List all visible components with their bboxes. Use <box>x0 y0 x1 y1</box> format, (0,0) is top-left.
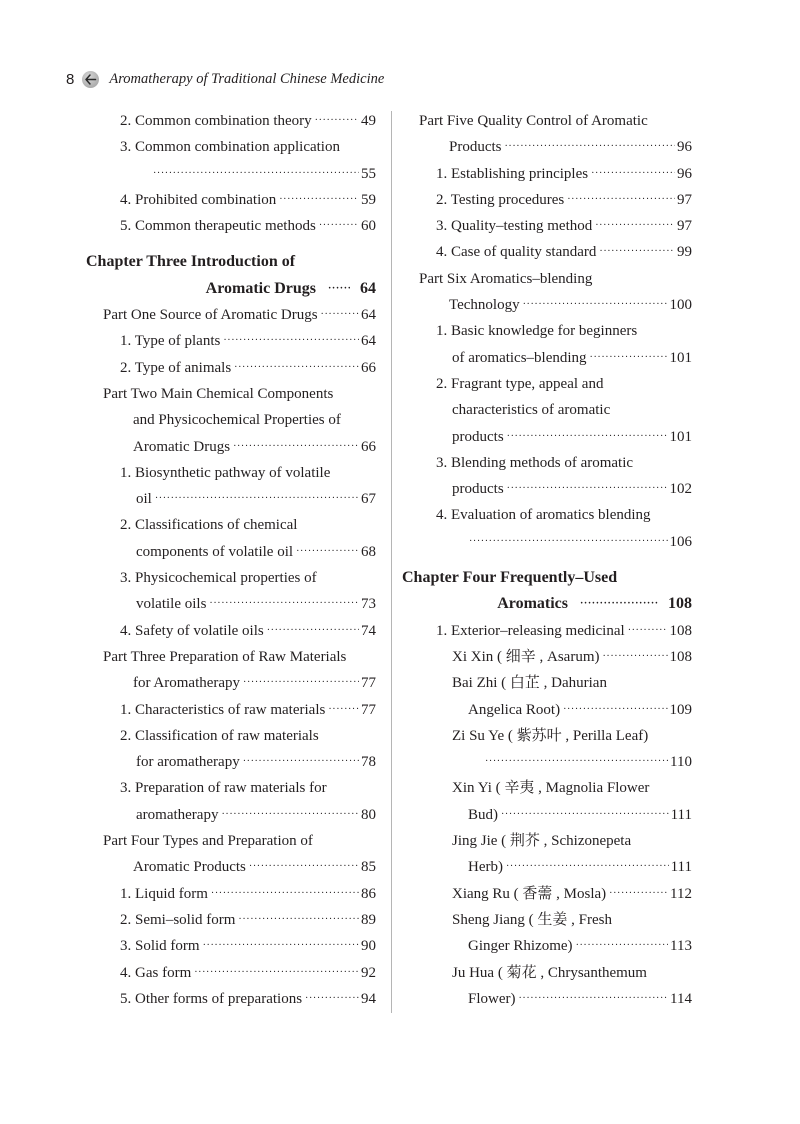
toc-entry-title: 3. Quality–testing method <box>436 218 593 235</box>
toc-entry[interactable] <box>86 161 376 187</box>
toc-page-number: 73 <box>361 596 376 613</box>
toc-entry <box>86 775 376 801</box>
toc-chapter-line <box>86 249 376 275</box>
toc-entry <box>86 460 376 486</box>
toc-page-number: 101 <box>669 428 692 445</box>
dot-leader <box>153 161 359 187</box>
toc-entry-title: Ju Hua ( 菊花 , Chrysanthemum <box>452 964 647 981</box>
dot-leader <box>609 881 668 907</box>
dot-leader <box>267 618 359 644</box>
toc-entry-title: for Aromatherapy <box>133 675 241 692</box>
toc-entry <box>86 723 376 749</box>
toc-entry-title: 2. Fragrant type, appeal and <box>436 375 604 392</box>
toc-page-number: 64 <box>361 307 376 324</box>
toc-page-number: 66 <box>361 438 376 455</box>
dot-leader <box>243 749 359 775</box>
dot-leader <box>507 424 668 450</box>
toc-page-number: 78 <box>361 754 376 771</box>
toc-page-number: 85 <box>361 859 376 876</box>
toc-entry-title: 1. Establishing principles <box>436 165 589 182</box>
toc-entry[interactable] <box>402 697 692 723</box>
toc-entry[interactable] <box>402 424 692 450</box>
toc-entry-title: 4. Gas form <box>120 964 192 981</box>
toc-chapter-line[interactable] <box>402 591 692 617</box>
toc-page-number: 102 <box>669 481 692 498</box>
toc-entry-title: 4. Case of quality standard <box>436 244 597 261</box>
toc-entry-title: of aromatics–blending <box>452 349 587 366</box>
toc-entry[interactable] <box>402 854 692 880</box>
toc-entry <box>402 450 692 476</box>
toc-entry-title: 4. Prohibited combination <box>120 191 277 208</box>
toc-entry[interactable] <box>86 697 376 723</box>
toc-entry-title: 4. Evaluation of aromatics blending <box>436 507 651 524</box>
toc-page-number: 86 <box>361 885 376 902</box>
toc-entry[interactable] <box>86 355 376 381</box>
toc-entry-title: Chapter Three Introduction of <box>86 253 296 271</box>
toc-entry-title: 1. Basic knowledge for beginners <box>436 323 638 340</box>
toc-entry[interactable] <box>402 134 692 160</box>
toc-entry-title: Part Five Quality Control of Aromatic <box>419 113 648 129</box>
toc-page-number: 49 <box>361 113 376 129</box>
toc-chapter-line[interactable] <box>86 276 376 302</box>
page-header <box>66 68 384 90</box>
toc-page-number: 108 <box>669 622 692 639</box>
toc-entry-title: 3. Solid form <box>120 938 200 955</box>
dot-leader <box>590 345 668 371</box>
toc-entry-title: 2. Testing procedures <box>436 191 565 208</box>
toc-entry[interactable] <box>402 749 692 775</box>
toc-page-number: 64 <box>361 333 376 350</box>
dot-leader <box>155 486 359 512</box>
toc-entry-title: 3. Physicochemical properties of <box>120 570 317 587</box>
toc-entry-title: Xi Xin ( 细辛 , Asarum) <box>452 648 600 665</box>
toc-page-number: 68 <box>361 543 376 560</box>
toc-entry-title: Zi Su Ye ( 紫苏叶 , Perilla Leaf) <box>452 727 649 744</box>
toc-entry <box>86 644 376 670</box>
dot-leader <box>523 292 668 318</box>
dot-leader <box>563 697 667 723</box>
toc-entry-title: Aromatic Drugs <box>205 279 316 297</box>
toc-left-column <box>86 108 376 1012</box>
toc-entry-title: oil <box>136 491 152 508</box>
toc-entry-title: Part Three Preparation of Raw Materials <box>103 648 347 665</box>
toc-page-number: 94 <box>361 990 376 1007</box>
toc-entry[interactable] <box>86 749 376 775</box>
dot-leader <box>506 854 669 880</box>
toc-page-number: 101 <box>669 349 692 366</box>
dot-leader <box>221 802 359 828</box>
toc-entry <box>402 775 692 801</box>
dot-leader <box>469 529 668 555</box>
dot-leader <box>599 239 675 265</box>
dot-leader <box>249 854 359 880</box>
section-gap <box>402 555 692 565</box>
toc-entry <box>86 407 376 433</box>
toc-entry <box>86 565 376 591</box>
toc-entry[interactable] <box>86 986 376 1012</box>
dot-leader <box>243 670 359 696</box>
toc-entry-title: Sheng Jiang ( 生姜 , Fresh <box>452 911 612 928</box>
toc-entry-title: Aromatics <box>497 595 568 613</box>
toc-entry-title: Part Four Types and Preparation of <box>103 833 313 850</box>
toc-entry-title: volatile oils <box>136 596 207 613</box>
toc-entry-title: 2. Common combination theory <box>120 113 312 129</box>
toc-entry[interactable] <box>402 292 692 318</box>
toc-entry-title: components of volatile oil <box>136 543 294 560</box>
toc-page-number: 97 <box>677 191 692 208</box>
toc-entry-title: Jing Jie ( 荆芥 , Schizonepeta <box>452 833 632 850</box>
toc-entry[interactable] <box>86 108 376 134</box>
toc-page-number: 77 <box>361 701 376 718</box>
toc-entry[interactable] <box>402 476 692 502</box>
toc-page-number: 99 <box>677 244 692 261</box>
toc-entry-title: 1. Biosynthetic pathway of volatile <box>120 464 331 481</box>
toc-page-number: 80 <box>361 806 376 823</box>
dot-leader <box>305 986 359 1012</box>
toc-entry <box>402 502 692 528</box>
toc-entry-title: Angelica Root) <box>468 701 561 718</box>
dot-leader <box>319 213 359 239</box>
toc-page-number: 74 <box>361 622 376 639</box>
toc-page-number: 106 <box>669 533 692 550</box>
toc-entry-title: Part One Source of Aromatic Drugs <box>103 307 318 324</box>
toc-entry-title: characteristics of aromatic <box>452 402 611 419</box>
toc-entry[interactable] <box>86 960 376 986</box>
toc-entry-title: 2. Classifications of chemical <box>120 517 298 534</box>
dot-leader <box>203 933 359 959</box>
toc-page-number: 66 <box>361 359 376 376</box>
toc-entry-title: 3. Preparation of raw materials for <box>120 780 327 797</box>
toc-entry[interactable] <box>86 907 376 933</box>
toc-entry[interactable] <box>86 591 376 617</box>
toc-entry[interactable] <box>402 187 692 213</box>
toc-entry[interactable] <box>86 670 376 696</box>
toc-entry <box>402 318 692 344</box>
dot-leader <box>296 539 359 565</box>
toc-entry[interactable] <box>402 161 692 187</box>
toc-entry[interactable] <box>402 933 692 959</box>
toc-entry-title: and Physicochemical Properties of <box>133 412 341 429</box>
dot-leader <box>591 161 675 187</box>
toc-entry-title: 1. Liquid form <box>120 885 208 902</box>
toc-page-number: 55 <box>361 165 376 182</box>
dot-leader <box>328 697 359 723</box>
dot-leader <box>279 187 359 213</box>
toc-entry[interactable] <box>86 486 376 512</box>
toc-chapter-line <box>402 565 692 591</box>
toc-entry-title: products <box>452 428 504 445</box>
toc-right-column <box>402 108 692 1012</box>
toc-entry <box>402 907 692 933</box>
toc-entry[interactable] <box>86 933 376 959</box>
toc-entry-title: Aromatic Products <box>133 859 246 876</box>
toc-entry[interactable] <box>86 213 376 239</box>
toc-entry-title: Bai Zhi ( 白芷 , Dahurian <box>452 675 607 692</box>
dot-leader <box>595 213 675 239</box>
toc-entry[interactable] <box>86 328 376 354</box>
toc-entry[interactable] <box>402 618 692 644</box>
toc-page-number: 89 <box>361 911 376 928</box>
dot-leader <box>209 591 359 617</box>
toc-page-number: 111 <box>670 859 692 876</box>
toc-page-number: 114 <box>670 990 692 1007</box>
toc-entry <box>402 371 692 397</box>
page-number: 8 <box>66 70 75 88</box>
toc-entry[interactable] <box>402 802 692 828</box>
toc-page-number: 113 <box>670 938 692 955</box>
toc-entry-title: Products <box>449 139 502 156</box>
toc-entry <box>86 381 376 407</box>
toc-page-number: 111 <box>670 806 692 823</box>
toc-page-number: 59 <box>361 191 376 208</box>
toc-entry[interactable] <box>402 644 692 670</box>
toc-entry <box>86 512 376 538</box>
back-arrow-icon[interactable] <box>82 71 99 88</box>
dot-leader <box>567 187 675 213</box>
dot-leader <box>602 644 667 670</box>
dot-leader <box>238 907 359 933</box>
toc-entry-title: Herb) <box>468 859 503 876</box>
toc-entry[interactable] <box>402 213 692 239</box>
toc-entry[interactable] <box>86 618 376 644</box>
toc-entry[interactable] <box>402 239 692 265</box>
toc-entry-title: Flower) <box>468 990 516 1007</box>
toc-entry[interactable] <box>86 539 376 565</box>
toc-entry-title: Chapter Four Frequently–Used <box>402 569 618 587</box>
dot-leader <box>223 328 359 354</box>
toc-entry[interactable] <box>402 529 692 555</box>
toc-entry[interactable] <box>86 854 376 880</box>
toc-page-number: 64 <box>360 279 376 297</box>
toc-entry-title: Part Two Main Chemical Components <box>103 385 334 402</box>
toc-entry <box>402 723 692 749</box>
toc-page-number: 108 <box>668 595 692 613</box>
toc-page-number: 110 <box>670 754 692 771</box>
dot-leader <box>505 134 676 160</box>
toc-page-number: 97 <box>677 218 692 235</box>
toc-entry[interactable] <box>86 434 376 460</box>
toc-entry[interactable] <box>402 986 692 1012</box>
toc-entry <box>402 266 692 292</box>
toc-entry[interactable] <box>86 802 376 828</box>
dot-leader <box>328 276 350 302</box>
dot-leader <box>211 881 359 907</box>
toc-entry[interactable] <box>402 881 692 907</box>
dot-leader <box>194 960 359 986</box>
toc-page-number: 67 <box>361 491 376 508</box>
dot-leader <box>628 618 668 644</box>
dot-leader <box>485 749 668 775</box>
toc-entry-title: 3. Blending methods of aromatic <box>436 454 634 471</box>
dot-leader <box>576 933 668 959</box>
toc-entry-title: Ginger Rhizome) <box>468 938 573 955</box>
toc-entry-title: 1. Type of plants <box>120 333 221 350</box>
toc-entry-title: Part Six Aromatics–blending <box>419 270 593 287</box>
toc-entry-title: Technology <box>449 297 520 314</box>
toc-entry[interactable] <box>402 345 692 371</box>
toc-entry-title: products <box>452 481 504 498</box>
toc-page-number: 77 <box>361 675 376 692</box>
section-gap <box>86 239 376 249</box>
toc-page-number: 109 <box>669 701 692 718</box>
dot-leader <box>507 476 668 502</box>
toc-entry-title: 4. Safety of volatile oils <box>120 622 264 639</box>
toc-entry-title: Xiang Ru ( 香薷 , Mosla) <box>452 885 607 902</box>
toc-page-number: 108 <box>669 648 692 665</box>
toc-page-number: 96 <box>677 139 692 156</box>
toc-page-number: 60 <box>361 218 376 235</box>
toc-entry-title: for aromatherapy <box>136 754 240 771</box>
toc-page-number: 96 <box>677 165 692 182</box>
dot-leader <box>234 355 359 381</box>
toc-entry-title: 1. Characteristics of raw materials <box>120 701 326 718</box>
toc-entry[interactable] <box>86 881 376 907</box>
toc-entry[interactable] <box>86 302 376 328</box>
toc-page-number: 112 <box>670 885 692 902</box>
toc-entry <box>402 670 692 696</box>
toc-entry <box>402 397 692 423</box>
toc-entry-title: aromatherapy <box>136 806 219 823</box>
dot-leader <box>321 302 359 328</box>
book-title: Aromatherapy of Traditional Chinese Medicine <box>109 70 385 87</box>
dot-leader <box>519 986 669 1012</box>
dot-leader <box>580 591 658 617</box>
toc-entry-title: 2. Classification of raw materials <box>120 727 319 744</box>
toc-page-number: 90 <box>361 938 376 955</box>
toc-entry-title: 5. Other forms of preparations <box>120 990 303 1007</box>
toc-entry <box>402 108 692 134</box>
toc-entry-title: 2. Type of animals <box>120 359 232 376</box>
toc-entry[interactable] <box>86 187 376 213</box>
column-divider <box>391 111 392 1013</box>
toc-entry-title: Aromatic Drugs <box>133 438 231 455</box>
dot-leader <box>501 802 669 828</box>
toc-entry-title: 5. Common therapeutic methods <box>120 218 316 235</box>
toc-entry <box>86 828 376 854</box>
dot-leader <box>233 434 359 460</box>
left-arrow-icon <box>84 73 97 86</box>
toc-entry-title: Bud) <box>468 806 498 823</box>
toc-entry-title: 1. Exterior–releasing medicinal <box>436 622 625 639</box>
toc-page-number: 92 <box>361 964 376 981</box>
toc-entry <box>402 960 692 986</box>
toc-entry-title: 2. Semi–solid form <box>120 911 236 928</box>
toc-entry <box>86 134 376 160</box>
dot-leader <box>315 108 359 134</box>
toc-entry-title: 3. Common combination application <box>120 139 340 156</box>
toc-entry-title: Xin Yi ( 辛夷 , Magnolia Flower <box>452 780 650 797</box>
toc-page-number: 100 <box>669 297 692 314</box>
toc-entry <box>402 828 692 854</box>
